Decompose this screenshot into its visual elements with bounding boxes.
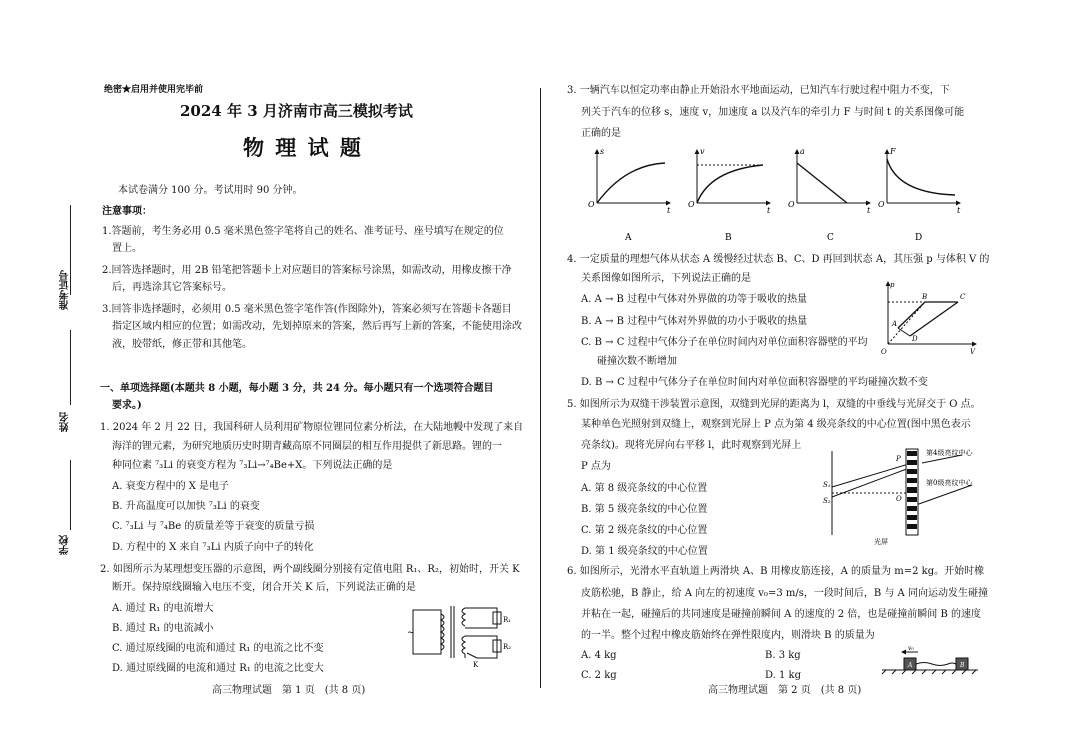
s2-label: S₂ [823, 497, 831, 505]
p-point-label: P [896, 455, 901, 463]
state-a-label: A [892, 320, 898, 328]
q6-option-d: D. 1 kg [765, 670, 802, 681]
notice-title: 注意事项： [102, 206, 152, 217]
graph-a-letter: A [625, 233, 632, 243]
switch-k-label: K [473, 661, 479, 668]
q5-stem: 亮条纹)。现将光屏向右平移 l，此时观察到光屏上 [581, 440, 802, 451]
ac-source-label: ~ [407, 628, 415, 638]
o-point-label: O [896, 495, 902, 503]
q6-option-a: A. 4 kg [581, 650, 617, 661]
q5-option-a: A. 第 8 级亮条纹的中心位置 [581, 483, 708, 494]
q4-option-b: B. A → B 过程中气体对外界做的功小于吸收的热量 [581, 316, 808, 327]
graph-c-origin: O [788, 200, 795, 209]
q5-stem: P 点为 [581, 461, 611, 472]
graph-a-ylabel: s [600, 147, 605, 156]
graph-d-xlabel: t [957, 206, 961, 215]
q4-option-c: C. B → C 过程中气体分子在单位时间内对单位面积容器壁的平均 [581, 337, 868, 348]
q4-stem: 关系图像如图所示，下列说法正确的是 [581, 273, 751, 284]
q5-stem: 某种单色光照射到双缝上，观察到光屏上 P 点为第 4 级亮条纹的中心位置(图中黑色表示 [581, 419, 971, 430]
q2-stem: 2. 如图所示为某理想变压器的示意图，两个副线圈分别接有定值电阻 R₁、R₂，初始时，开关 K [100, 564, 520, 575]
graph-c-xlabel: t [867, 206, 871, 215]
s1-label: S₁ [823, 481, 831, 489]
binding-line [70, 330, 71, 405]
q4-option-c-cont: 碰撞次数不断增加 [597, 356, 677, 367]
graph-b-origin: O [688, 200, 695, 209]
q4-option-a: A. A → B 过程中气体对外界做的功等于吸收的热量 [581, 294, 808, 305]
state-b-label: B [922, 293, 928, 301]
q6-stem: 并粘在一起，碰撞后的共同速度是碰撞前瞬间 A 的速度的 2 倍，也是碰撞前瞬间 B 的速度 [581, 609, 982, 620]
q1-option-a: A. 衰变方程中的 X 是电子 [112, 481, 230, 492]
q5-option-c: C. 第 2 级亮条纹的中心位置 [581, 525, 708, 536]
secret-label: 绝密★启用并使用完毕前 [104, 85, 204, 95]
q2-option-d: D. 通过原线圈的电流和通过 R₁ 的电流之比变大 [112, 663, 324, 674]
note-line: 后，再选涂其它答案标号。 [112, 282, 232, 293]
section-title-cont: 要求。) [112, 400, 142, 411]
r2-label: R₂ [503, 643, 512, 651]
q6-stem: 6. 如图所示，光滑水平直轨道上两滑块 A、B 用橡皮筋连接，A 的质量为 m=2 kg。开始时橡 [567, 566, 985, 577]
origin-label: O [881, 348, 887, 356]
q2-option-c: C. 通过原线圈的电流和通过 R₁ 的电流之比不变 [112, 643, 324, 654]
state-c-label: C [960, 293, 966, 301]
graph-a-xlabel: t [667, 206, 671, 215]
q2-option-b: B. 通过 R₁ 的电流减小 [112, 623, 214, 634]
q6-stem: 的一半。整个过程中橡皮筋始终在弹性限度内，则滑块 B 的质量为 [581, 630, 875, 641]
q6-stem: 皮筋松驰，B 静止，给 A 向左的初速度 v₀=3 m/s，一段时间后，B 与 A 同向运动发生碰撞 [581, 588, 988, 599]
q1-option-c: C. ⁷₃Li 与 ⁷₄Be 的质量差等于衰变的质量亏损 [112, 521, 315, 532]
intro-text: 本试卷满分 100 分。考试用时 90 分钟。 [118, 185, 303, 196]
q1-stem: 海洋的锂元素，为研究地质历史时期青藏高原不同圈层的相互作用提供了新思路。锂的一 [112, 441, 502, 452]
r1-label: R₁ [503, 616, 512, 624]
left-footer: 高三物理试题 第 1 页 (共 8 页) [212, 685, 366, 696]
q4-stem: 4. 一定质量的理想气体从状态 A 缓慢经过状态 B、C、D 再回到状态 A，其压强 p 与体积 V 的 [567, 254, 990, 265]
double-slit-diagram [822, 445, 1022, 547]
note-line: 指定区域内相应的位置；如需改动，先划掉原来的答案，然后再写上新的答案，不能使用涂改 [112, 321, 522, 332]
q3-stem: 列关于汽车的位移 s，速度 v，加速度 a 以及汽车的牵引力 F 与时间 t 的关系图像可能 [581, 107, 965, 118]
q1-option-d: D. 方程中的 X 来自 ⁷₃Li 内质子向中子的转化 [112, 542, 314, 553]
note-line: 2.回答选择题时，用 2B 铅笔把答题卡上对应题目的答案标号涂黑，如需改动，用橡皮擦干净 [102, 265, 512, 276]
slider-b-label: B [960, 662, 965, 669]
q5-option-d: D. 第 1 级亮条纹的中心位置 [581, 546, 708, 557]
screen-label: 光屏 [874, 538, 888, 546]
graph-c-ylabel: a [800, 147, 805, 156]
graph-d-ylabel: F [890, 147, 896, 156]
q5-option-b: B. 第 5 级亮条纹的中心位置 [581, 504, 708, 515]
q1-stem: 种同位素 ⁷₃Li 的衰变方程为 ⁷₃Li→⁷₄Be+X。下列说法正确的是 [112, 460, 393, 471]
note-line: 液，胶带纸，修正带和其他笔。 [112, 339, 252, 350]
q3-stem: 正确的是 [581, 128, 621, 139]
graph-d-letter: D [915, 233, 923, 243]
q6-option-b: B. 3 kg [765, 650, 801, 661]
name-label: 姓名 [60, 412, 71, 432]
graph-b-letter: B [725, 233, 732, 243]
binding-line [70, 460, 71, 530]
exam-no-label: 准考证号 [60, 270, 71, 310]
transformer-diagram [405, 598, 515, 668]
graph-c-letter: C [827, 233, 834, 243]
note-line: 3.回答非选择题时，必须用 0.5 毫米黑色签字笔作答(作图除外)，答案必须写在答题卡各题目 [102, 304, 512, 315]
slider-a-label: A [908, 662, 913, 669]
note-line: 1.答题前，考生务必用 0.5 毫米黑色签字笔将自己的姓名、准考证号、座号填写在规定的位 [102, 226, 504, 237]
q3-graphs [585, 145, 975, 245]
school-label: 学校 [60, 535, 71, 555]
q4-option-d: D. B → C 过程中气体分子在单位时间内对单位面积容器壁的平均碰撞次数不变 [581, 377, 928, 388]
graph-d-origin: O [878, 200, 885, 209]
note-line: 置上。 [112, 243, 142, 254]
right-footer: 高三物理试题 第 2 页 (共 8 页) [708, 685, 862, 696]
sliders-diagram [880, 644, 980, 676]
subject-title: 物 理 试 题 [243, 135, 363, 160]
v0-label: v₀ [908, 645, 914, 652]
exam-title: 2024 年 3 月济南市高三模拟考试 [180, 102, 413, 120]
q6-option-c: C. 2 kg [581, 670, 617, 681]
section-title: 一、单项选择题(本题共 8 小题，每小题 3 分，共 24 分。每小题只有一个选项符合题目 [100, 383, 494, 394]
state-d-label: D [912, 335, 918, 343]
q1-stem: 1. 2024 年 2 月 22 日，我国科研人员利用矿物原位锂同位素分析法，在大陆地幔中发现了来自 [100, 422, 524, 433]
graph-b-ylabel: v [700, 147, 705, 156]
graph-a-origin: O [588, 200, 595, 209]
fringe-0-label: 第0级亮纹中心 [926, 479, 973, 487]
p-axis-label: p [890, 281, 895, 289]
q2-option-a: A. 通过 R₁ 的电流增大 [112, 603, 214, 614]
fringe-4-label: 第4级亮纹中心 [926, 449, 973, 457]
q1-option-b: B. 升高温度可以加快 ⁷₃Li 的衰变 [112, 501, 260, 512]
graph-b-xlabel: t [767, 206, 771, 215]
pv-diagram [880, 278, 980, 358]
v-axis-label: V [970, 348, 976, 356]
q3-stem: 3. 一辆汽车以恒定功率由静止开始沿水平地面运动，已知汽车行驶过程中阻力不变，下 [567, 85, 950, 96]
page-divider [540, 88, 541, 688]
q2-stem: 断开。保持原线圈输入电压不变，闭合开关 K 后，下列说法正确的是 [112, 582, 416, 593]
q5-stem: 5. 如图所示为双缝干涉装置示意图，双缝到光屏的距离为 l，双缝的中垂线与光屏交于 O 点。 [567, 399, 981, 410]
